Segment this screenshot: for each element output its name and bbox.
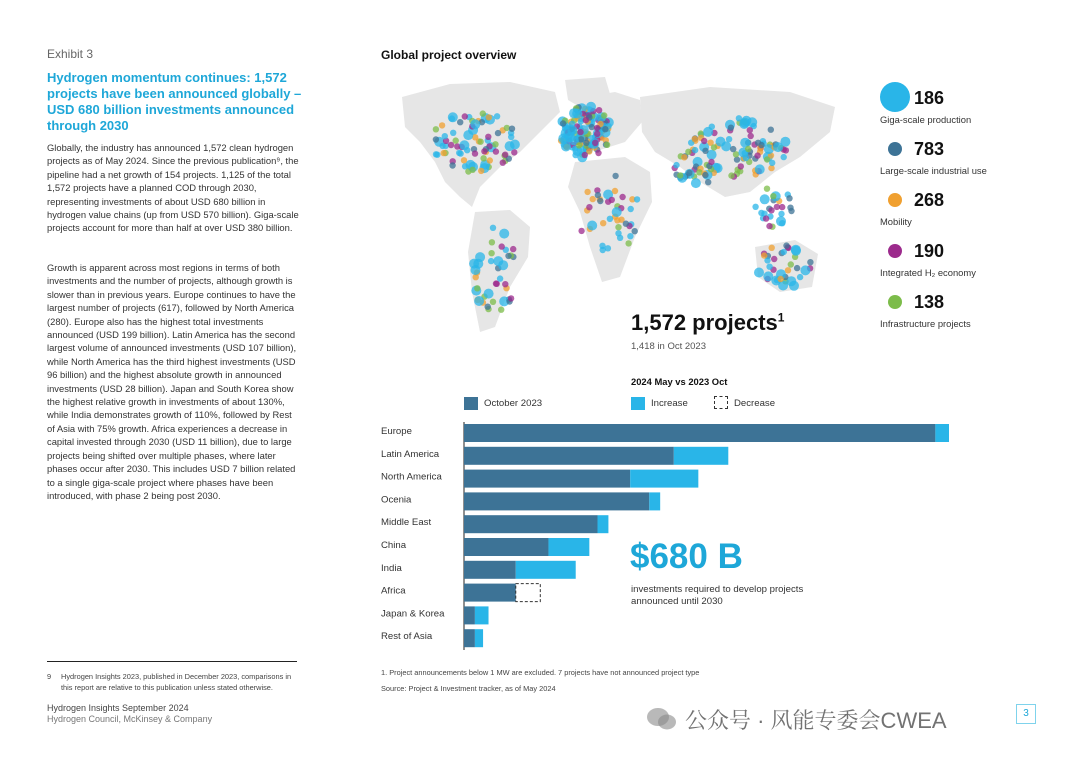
legend-count: 190 bbox=[914, 241, 945, 261]
project-dot bbox=[738, 163, 744, 169]
project-dot bbox=[800, 265, 810, 275]
project-dot bbox=[754, 268, 764, 278]
category-label: Ocenia bbox=[381, 494, 412, 506]
project-dot bbox=[692, 147, 698, 153]
project-dot bbox=[754, 152, 760, 158]
category-label: North America bbox=[381, 471, 442, 483]
project-dot bbox=[470, 119, 480, 129]
project-dot bbox=[791, 245, 801, 255]
bar-october-2023 bbox=[464, 606, 475, 624]
project-dot bbox=[494, 113, 500, 119]
project-dot bbox=[614, 217, 620, 223]
project-dot bbox=[686, 170, 692, 176]
project-dot bbox=[781, 154, 787, 160]
bar-october-2023 bbox=[464, 492, 649, 510]
project-dot bbox=[743, 155, 749, 161]
legend-giga-scale bbox=[880, 82, 1070, 125]
page-number: 3 bbox=[1016, 704, 1036, 724]
project-dot bbox=[449, 115, 455, 121]
project-dot bbox=[600, 220, 606, 226]
total-projects-footnote-ref: 1 bbox=[777, 310, 785, 325]
project-dot bbox=[469, 167, 475, 173]
project-dot bbox=[477, 139, 483, 145]
project-dot bbox=[728, 125, 734, 131]
project-dot bbox=[730, 146, 736, 152]
footnote-text: Hydrogen Insights 2023, published in December 2023, comparisons in this report are relative to this publication unless stated otherwise. bbox=[61, 672, 292, 692]
project-dot bbox=[797, 274, 803, 280]
bar-increase bbox=[935, 424, 949, 442]
project-dot bbox=[584, 189, 590, 195]
legend-dot-icon bbox=[880, 82, 910, 112]
project-dot bbox=[561, 142, 571, 152]
project-dot bbox=[625, 240, 631, 246]
category-label: Africa bbox=[381, 585, 406, 597]
project-dot bbox=[592, 140, 598, 146]
project-dot bbox=[481, 148, 487, 154]
project-dot bbox=[692, 136, 698, 142]
project-dot bbox=[612, 173, 618, 179]
project-dot bbox=[490, 299, 496, 305]
project-dot bbox=[586, 204, 592, 210]
project-dot bbox=[785, 267, 791, 273]
legend-count: 138 bbox=[914, 292, 945, 312]
bar-october-2023 bbox=[464, 561, 516, 579]
project-dot bbox=[439, 122, 445, 128]
key-october-swatch bbox=[464, 397, 478, 410]
project-dot bbox=[572, 152, 578, 158]
bar-increase bbox=[674, 447, 728, 465]
footnote-number: 9 bbox=[47, 672, 52, 681]
project-dot bbox=[716, 137, 726, 147]
project-dot bbox=[576, 142, 582, 148]
project-dot bbox=[771, 256, 777, 262]
legend-count: 783 bbox=[914, 139, 945, 159]
project-dot bbox=[594, 131, 600, 137]
project-dot bbox=[472, 150, 478, 156]
project-dot bbox=[787, 205, 793, 211]
project-dot bbox=[702, 148, 708, 154]
project-dot bbox=[596, 107, 602, 113]
project-dot bbox=[763, 271, 773, 281]
project-dot bbox=[599, 243, 605, 249]
project-dot bbox=[734, 156, 740, 162]
bar-october-2023 bbox=[464, 538, 548, 556]
bar-increase bbox=[516, 561, 576, 579]
project-dot bbox=[480, 110, 486, 116]
project-dot bbox=[755, 164, 765, 174]
project-dot bbox=[788, 261, 794, 267]
project-dot bbox=[766, 264, 772, 270]
section-title: Global project overview bbox=[381, 48, 517, 62]
project-dot bbox=[459, 140, 469, 150]
legend-dot-icon bbox=[888, 244, 902, 258]
legend-infrastructure bbox=[880, 291, 1070, 331]
project-dot bbox=[493, 280, 499, 286]
category-label: Rest of Asia bbox=[381, 631, 433, 643]
legend-mobility bbox=[880, 189, 1070, 229]
project-dot bbox=[474, 296, 484, 306]
project-dot bbox=[587, 221, 597, 231]
project-dot bbox=[486, 114, 492, 120]
comparison-title: 2024 May vs 2023 Oct bbox=[631, 376, 728, 387]
project-dot bbox=[711, 144, 717, 150]
category-label: Europe bbox=[381, 426, 412, 437]
project-dot bbox=[485, 134, 491, 140]
project-dot bbox=[726, 136, 732, 142]
project-dot bbox=[612, 207, 622, 217]
project-dot bbox=[774, 204, 780, 210]
project-dot bbox=[628, 206, 634, 212]
project-dot bbox=[615, 224, 621, 230]
project-dot bbox=[433, 126, 439, 132]
project-dot bbox=[770, 193, 776, 199]
bar-october-2023 bbox=[464, 515, 598, 533]
legend-count: 186 bbox=[914, 88, 945, 108]
project-dot bbox=[505, 141, 515, 151]
project-dot bbox=[769, 245, 775, 251]
project-dot bbox=[499, 243, 505, 249]
project-dot bbox=[764, 186, 770, 192]
category-label: China bbox=[381, 540, 407, 551]
project-dot bbox=[560, 120, 566, 126]
project-dot bbox=[441, 150, 447, 156]
project-dot bbox=[740, 118, 750, 128]
asia-shape bbox=[640, 87, 835, 197]
legend-count: 268 bbox=[914, 190, 945, 210]
project-dot bbox=[487, 157, 493, 163]
bar-october-2023 bbox=[464, 424, 935, 442]
category-label: Latin America bbox=[381, 448, 440, 460]
project-dot bbox=[595, 192, 601, 198]
legend-label: Giga-scale production bbox=[880, 114, 972, 125]
project-dot bbox=[502, 152, 508, 158]
chart-bars bbox=[381, 424, 949, 647]
project-dot bbox=[634, 196, 640, 202]
project-dot bbox=[495, 130, 501, 136]
world-map bbox=[380, 72, 850, 347]
legend-industrial bbox=[880, 138, 1070, 178]
project-dot bbox=[502, 281, 508, 287]
total-investment: $680 B bbox=[630, 537, 743, 576]
legend-dot-icon bbox=[888, 295, 902, 309]
intro-paragraph: Globally, the industry has announced 1,572 clean hydrogen projects as of May 2024. Since the previous publication⁹, the pipeline had a net growth of 154 projects. 1,125 of the total 1,572 projects have a planned COD through 2030, representing investments of about USD 680 billion in hydrogen value chains (up from USD 570 billion). Giga-scale projects account for more than half at over USD 380 billion. bbox=[47, 142, 299, 234]
chart-note: 1. Project announcements below 1 MW are excluded. 7 projects have not announced project type bbox=[381, 668, 700, 677]
project-dot bbox=[499, 229, 509, 239]
project-dot bbox=[484, 289, 494, 299]
project-dot bbox=[702, 172, 708, 178]
watermark-text: 公众号 · 风能专委会CWEA bbox=[685, 708, 947, 733]
project-dot bbox=[500, 160, 506, 166]
key-increase-label: Increase bbox=[651, 398, 688, 409]
footnote-divider bbox=[47, 661, 297, 662]
bar-october-2023 bbox=[464, 629, 475, 647]
project-dot bbox=[747, 127, 753, 133]
project-dot bbox=[602, 126, 608, 132]
bar-decrease bbox=[516, 584, 541, 602]
project-dot bbox=[673, 162, 679, 168]
project-dot bbox=[595, 150, 601, 156]
project-dot bbox=[777, 276, 783, 282]
project-dot bbox=[677, 172, 683, 178]
previous-projects: 1,418 in Oct 2023 bbox=[631, 341, 706, 352]
project-dot bbox=[623, 221, 629, 227]
project-dot bbox=[607, 216, 613, 222]
project-dot bbox=[478, 168, 484, 174]
legend-label: Mobility bbox=[880, 216, 912, 227]
project-dot bbox=[442, 133, 448, 139]
project-dot bbox=[758, 142, 764, 148]
project-dot bbox=[493, 148, 499, 154]
project-dot bbox=[708, 159, 714, 165]
project-dot bbox=[783, 242, 789, 248]
project-dot bbox=[578, 228, 584, 234]
project-dot bbox=[586, 102, 596, 112]
project-dot bbox=[779, 220, 785, 226]
project-dot bbox=[508, 295, 514, 301]
project-dot bbox=[632, 228, 638, 234]
project-dot bbox=[480, 155, 486, 161]
project-dot bbox=[453, 137, 459, 143]
total-projects bbox=[631, 310, 784, 336]
project-dot bbox=[609, 197, 615, 203]
bar-increase bbox=[475, 629, 483, 647]
project-dot bbox=[498, 260, 508, 270]
key-decrease-swatch bbox=[714, 396, 728, 409]
project-dot bbox=[457, 119, 463, 125]
chart-key bbox=[464, 397, 794, 413]
key-decrease-label: Decrease bbox=[734, 398, 776, 409]
headline: Hydrogen momentum continues: 1,572 projects have been announced globally – USD 680 billion investments announced through 2030 bbox=[47, 70, 302, 133]
project-dot bbox=[705, 179, 711, 185]
project-dot bbox=[490, 225, 496, 231]
legend-dot-icon bbox=[888, 142, 902, 156]
legend-integrated bbox=[880, 240, 1070, 280]
project-dot bbox=[572, 109, 582, 119]
project-dot bbox=[773, 142, 783, 152]
legend-label: Integrated H₂ economy bbox=[880, 267, 976, 278]
project-dot bbox=[590, 196, 596, 202]
key-increase-swatch bbox=[631, 397, 645, 410]
project-dot bbox=[786, 195, 792, 201]
category-label: Japan & Korea bbox=[381, 608, 445, 620]
project-dot bbox=[760, 194, 770, 204]
legend-label: Infrastructure projects bbox=[880, 318, 971, 329]
project-dot bbox=[489, 239, 495, 245]
project-dot bbox=[510, 246, 516, 252]
footer-publishers: Hydrogen Council, McKinsey & Company bbox=[47, 714, 213, 724]
project-dot bbox=[794, 265, 800, 271]
bar-increase bbox=[649, 492, 660, 510]
project-dot bbox=[488, 250, 494, 256]
project-dot bbox=[604, 142, 610, 148]
project-dot bbox=[434, 152, 440, 158]
project-dot bbox=[474, 285, 480, 291]
project-dot bbox=[763, 215, 769, 221]
project-dot bbox=[462, 113, 468, 119]
project-dot bbox=[768, 207, 774, 213]
project-dot bbox=[449, 162, 455, 168]
legend-label: Large-scale industrial use bbox=[880, 165, 987, 176]
project-dot bbox=[745, 146, 751, 152]
project-dot bbox=[594, 125, 600, 131]
project-dot bbox=[492, 141, 498, 147]
project-dot bbox=[597, 198, 603, 204]
project-dot bbox=[627, 233, 633, 239]
project-dot bbox=[583, 117, 589, 123]
project-dot bbox=[509, 126, 515, 132]
wechat-icon bbox=[645, 706, 679, 732]
project-dot bbox=[681, 154, 687, 160]
category-label: India bbox=[381, 562, 402, 574]
project-dot bbox=[488, 258, 494, 264]
project-dot bbox=[703, 127, 713, 137]
project-dot bbox=[456, 150, 462, 156]
project-dot bbox=[778, 211, 784, 217]
growth-paragraph: Growth is apparent across most regions in terms of both investments and the number of projects, although growth is slower than in previous years. Europe continues to have the largest number of projects (617), followed by North America (280). Europe also has the highest total investments announced (USD 199 billion). Latin America has the second largest volume of announced investments (USD 107 billion), while North America has the third highest investments (USD 96 billion) and the highest absolute growth in announced investments (USD 28 billion). Japan and South Korea show the highest relative growth in investments of about 130%, while India demonstrates growth of 110%, followed by Rest of Asia with 75% growth. Africa experiences a decrease in capital invested through 2030 (USD 11 billion), due to large projects being shifted over multiple phases, where later phases occur after 2030. This includes USD 7 billion related to a single giga-scale project where phases have been introduced, with phase 2 being post 2030. bbox=[47, 262, 297, 501]
exhibit-label: Exhibit 3 bbox=[47, 47, 94, 61]
project-dot bbox=[769, 160, 775, 166]
bar-increase bbox=[598, 515, 609, 533]
project-dot bbox=[761, 252, 767, 258]
project-dot bbox=[601, 112, 607, 118]
project-dot bbox=[766, 223, 772, 229]
category-label: Middle East bbox=[381, 517, 432, 529]
bar-october-2023 bbox=[464, 584, 516, 602]
project-dot bbox=[752, 204, 758, 210]
project-dot bbox=[497, 275, 503, 281]
project-dot bbox=[485, 304, 491, 310]
project-dot bbox=[807, 259, 813, 265]
project-dot bbox=[582, 152, 588, 158]
project-dot bbox=[433, 136, 439, 142]
key-october-label: October 2023 bbox=[484, 398, 543, 409]
project-dot bbox=[578, 136, 584, 142]
bar-increase bbox=[475, 606, 489, 624]
project-dot bbox=[612, 188, 618, 194]
bar-increase bbox=[630, 470, 698, 488]
project-dot bbox=[691, 178, 701, 188]
project-dot bbox=[471, 265, 481, 275]
chart-source: Source: Project & Investment tracker, as of May 2024 bbox=[381, 684, 556, 693]
bar-increase bbox=[548, 538, 589, 556]
project-dot bbox=[781, 249, 787, 255]
project-dot bbox=[615, 230, 621, 236]
total-projects-value: 1,572 projects bbox=[631, 310, 778, 335]
project-dot bbox=[768, 127, 774, 133]
project-dot bbox=[567, 125, 577, 135]
project-dot bbox=[619, 194, 625, 200]
bar-october-2023 bbox=[464, 470, 630, 488]
project-dot bbox=[748, 133, 754, 139]
project-dot bbox=[463, 130, 473, 140]
footer-report-title: Hydrogen Insights September 2024 bbox=[47, 703, 189, 713]
total-investment-caption: investments required to develop projects announced until 2030 bbox=[631, 584, 804, 607]
project-dot bbox=[728, 172, 734, 178]
project-dot bbox=[685, 149, 691, 155]
bar-october-2023 bbox=[464, 447, 674, 465]
project-dot bbox=[450, 130, 456, 136]
project-dot bbox=[498, 307, 504, 313]
project-dot bbox=[577, 129, 583, 135]
project-dot bbox=[583, 140, 589, 146]
project-dot bbox=[789, 281, 799, 291]
legend-dot-icon bbox=[888, 193, 902, 207]
project-dot bbox=[701, 138, 707, 144]
project-dot bbox=[505, 253, 511, 259]
